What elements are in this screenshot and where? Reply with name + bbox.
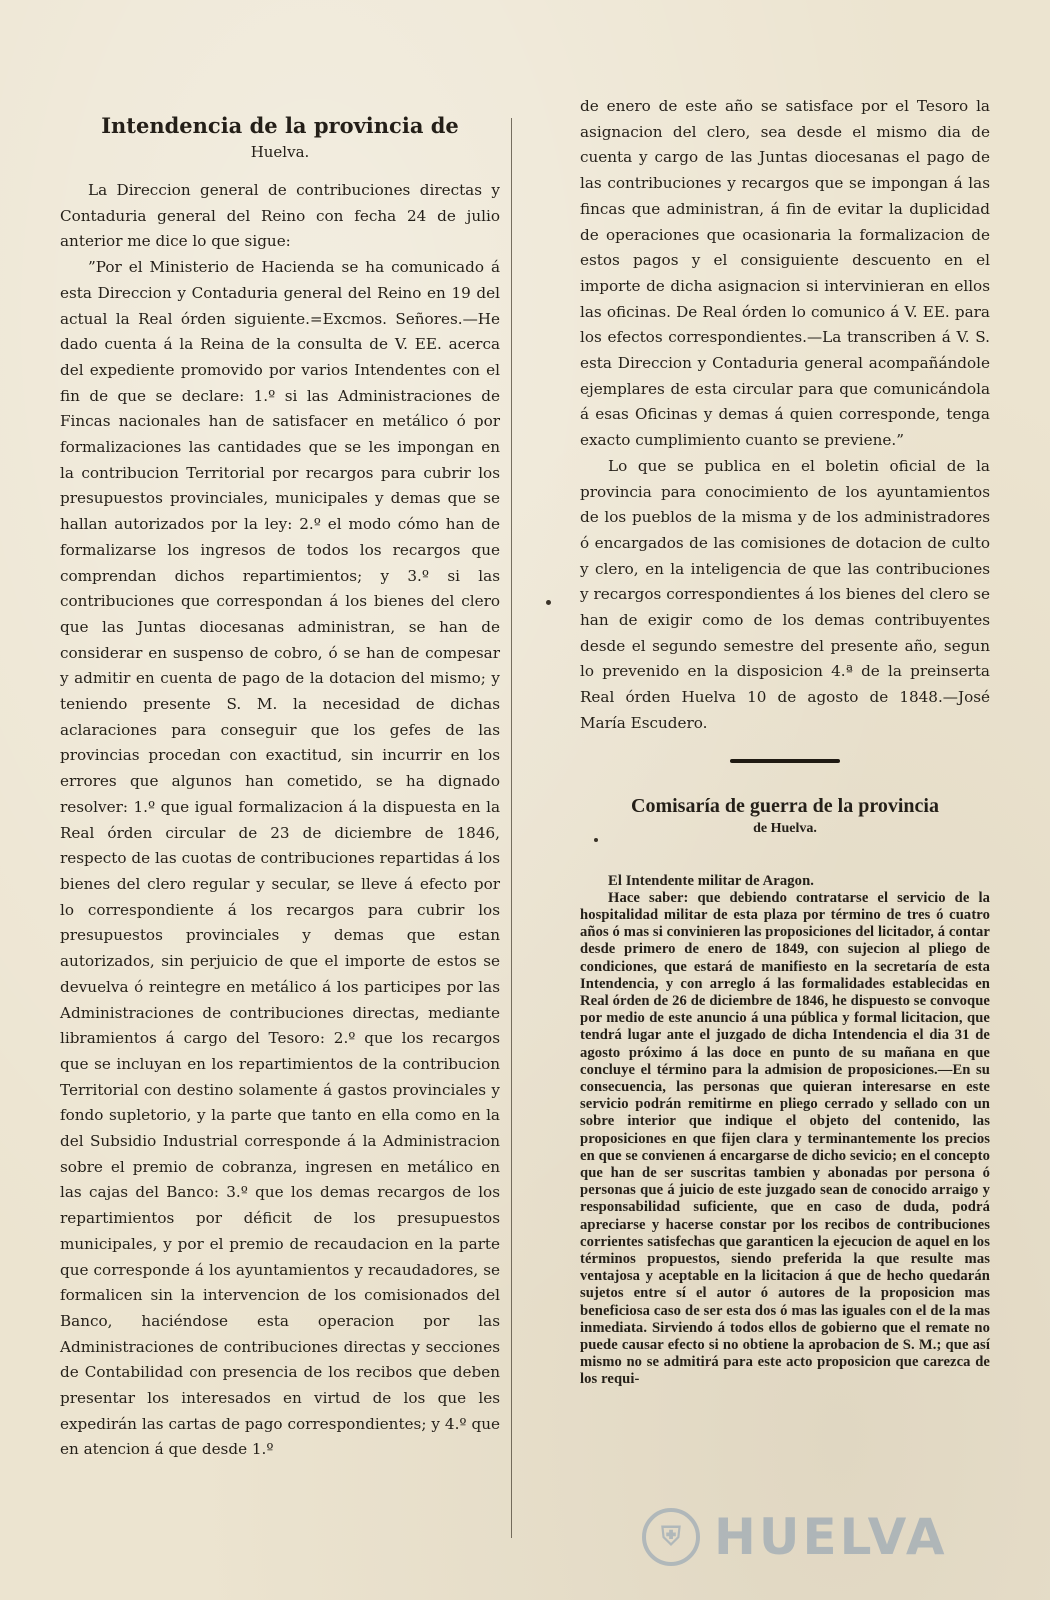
section-subtitle-huelva: Huelva. <box>250 143 310 161</box>
paragraph-continuation: de enero de este año se satisface por el Tesoro la asignacion del clero, sea desde el mismo dia de cuenta y cargo de las Juntas diocesanas el pago de las contribuciones y recargos que se impongan á las fincas que administran, á fin de evitar la duplicidad de operaciones que ocasionaria la formalizacion de estos pagos y el consiguiente descuento en el importe de dicha asignacion si intervinieran en ellos las oficinas. De Real órden lo comunico á V. EE. para los efectos correspondientes.—La transcriben á V. S. esta Direccion y Contaduria general acompañándole ejemplares de esta circular para que comunicándola á esas Oficinas y demas á quien corresponde, tenga exacto cumplimiento cuanto se previene.” <box>580 97 990 450</box>
paragraph-real-orden: ”Por el Ministerio de Hacienda se ha comunicado á esta Direccion y Contaduria general del Reino en 19 del actual la Real órden siguiente.=Excmos. Señores.—He dado cuenta á la Reina de la consulta de V. EE. acerca del expediente promovido por varios Intendentes con el fin de que se declare: 1.º si las Administraciones de Fincas nacionales han de satisfacer en metálico ó por formalizaciones las cantidades que se les impongan en la contribucion Territorial por recargos para cubrir los presupuestos provinciales, municipales y demas que se hallan autorizados por la ley: 2.º el modo cómo han de formalizarse los ingresos de todos los recargos que comprendan dichos repartimientos; y 3.º si las contribuciones que correspondan á los bienes del clero que las Juntas diocesanas administran, se han de considerar en suspenso de cobro, ó se han de compesar y admitir en cuenta de pago de la dotacion del mismo; y teniendo presente S. M. la necesidad de dichas aclaraciones para conseguir que los gefes de las provincias procedan con exactitud, sin incurrir en los errores que algunos han cometido, se ha dignado resolver: 1.º que igual formalizacion á la dispuesta en la Real órden circular de 23 de diciembre de 1846, respecto de las cuotas de contribuciones repartidas á los bienes del clero regular y secular, se lleve á efecto por lo correspondiente á los recargos para cubrir los presupuestos provinciales y demas que estan autorizados, sin perjuicio de que el importe de estos se devuelva ó reintegre en metálico á los participes por las Administraciones de contribuciones directas, mediante libramientos á cargo del Tesoro: 2.º que los recargos que se incluyan en los repartimientos de la contribucion Territorial con destino solamente á gastos provinciales y fondo supletorio, y la parte que tanto en ella como en la del Subsidio Industrial corresponde á la Administracion sobre el premio de cobranza, ingresen en metálico en las cajas del Banco: 3.º que los demas recargos de los repartimientos por déficit de los presupuestos municipales, y por el premio de recaudacion en la parte que corresponde á los ayuntamientos y recaudadores, se formalicen sin la intervencion de los comisionados del Banco, haciéndose esta operacion por las Administraciones de contribuciones directas y secciones de Contabilidad con presencia de los recibos que deben presentar los interesados en virtud de los que les expedirán las cartas de pago correspondientes; y 4.º que en atencion á que desde 1.º <box>60 258 500 1459</box>
paragraph-intro: La Direccion general de contribuciones directas y Contaduria general del Reino con fecha 24 de julio anterior me dice lo que sigue: <box>60 181 500 251</box>
section-separator-rule <box>730 759 840 763</box>
paragraph-intendente-militar: El Intendente militar de Aragon. <box>608 872 815 889</box>
paragraph-publication-notice: Lo que se publica en el boletin oficial de la provincia para conocimiento de los ayuntamientos de los pueblos de la misma y de los administradores ó encargados de las comisiones de dotacion de culto y clero, en la inteligencia de que las contribuciones y recargos correspondientes á los bienes del clero se han de exigir como de los demas contribuyentes desde el segundo semestre del presente año, segun lo prevenido en la disposicion 4.ª de la preinserta Real órden Huelva 10 de agosto de 1848.—José María Escudero. <box>580 456 990 732</box>
shield-emblem-icon: ⛨ <box>642 1508 700 1566</box>
section-subtitle-de-huelva: de Huelva. <box>753 820 817 836</box>
section-title-comisaria: Comisaría de guerra de la provincia <box>631 794 939 817</box>
right-column <box>580 94 990 1389</box>
ink-speck <box>546 600 551 605</box>
left-column <box>60 112 500 1463</box>
column-divider <box>511 118 512 1538</box>
ink-speck <box>594 838 598 842</box>
section-comisaria <box>580 793 990 1389</box>
paragraph-hace-saber: Hace saber: que debiendo contratarse el servicio de la hospitalidad militar de esta plaza por término de tres ó cuatro años ó mas si convinieren las proposiciones del licitador, á contar desde primero de enero de 1849, con sujecion al pliego de condiciones, que estará de manifiesto en la secretaría de esta Intendencia, y con arreglo á las formalidades establecidas en Real órden de 26 de diciembre de 1846, he dispuesto se convoque por medio de este anuncio á una pública y formal licitacion, que tendrá lugar ante el juzgado de dicha Intendencia el dia 31 de agosto próximo á las doce en punto de su mañana en que concluye el término para la admision de proposiciones.—En su consecuencia, las personas que quieran interesarse en este servicio podrán remitirme en pliego cerrado y sellado con un sobre interior que indique el objeto del contenido, las proposiciones en que fijen clara y terminantemente los precios en que se convienen á encargarse de dicho sevicio; en el concepto que han de ser suscritas tambien y abonadas por persona ó personas que á juicio de este juzgado sean de conocido arraigo y responsabilidad suficiente, que en caso de duda, podrá apreciarse y hacerse constar por los recibos de contribuciones corrientes satisfechas que garanticen la ejecucion de aquel en los términos propuestos, siendo preferida la que resulte mas ventajosa y aceptable en la licitacion á que de hecho quedarán sujetos entre sí el autor ó autores de la proposicion mas beneficiosa caso de ser esta dos ó mas las iguales con el de la mas inmediata. Sirviendo á todos ellos de gobierno que el remate no puede causar efecto si no obtiene la aprobacion de S. M.; que así mismo no se admitirá para este acto proposicion que carezca de los requi- <box>580 889 990 1388</box>
watermark-text: HUELVA <box>714 1508 948 1566</box>
watermark <box>642 1506 982 1568</box>
section-title-intendencia: Intendencia de la provincia de <box>101 113 459 138</box>
